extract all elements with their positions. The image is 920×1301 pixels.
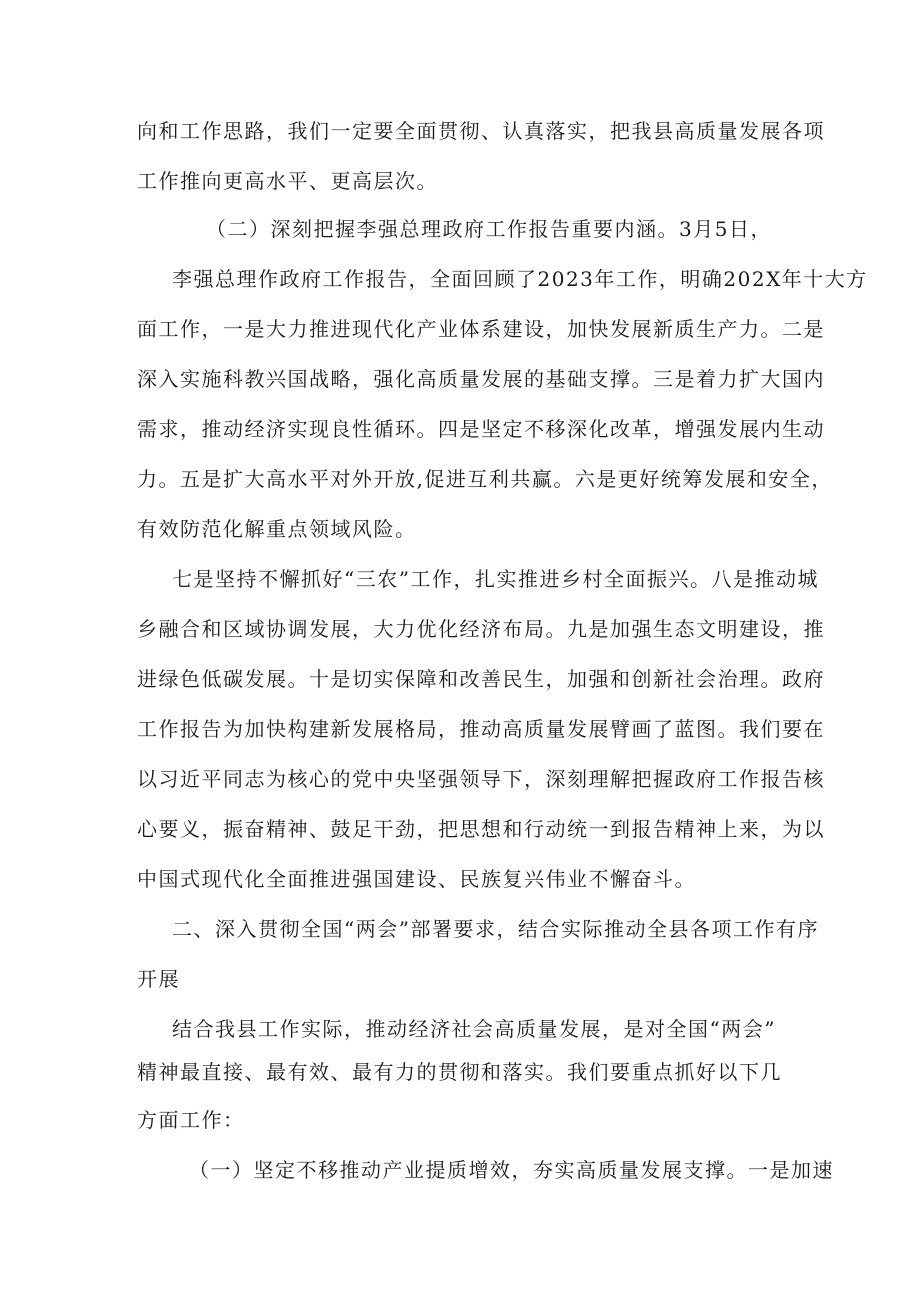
text-line: 方面工作： (137, 1108, 245, 1132)
section-heading: 二、深入贯彻全国“两会”部署要求，结合实际推动全县各项工作有序 (172, 917, 819, 941)
section-heading: 开展 (137, 967, 180, 991)
text-line: 有效防范化解重点领域风险。 (137, 517, 417, 541)
text-line: 向和工作思路，我们一定要全面贯彻、认真落实，把我县高质量发展各项 (137, 119, 825, 143)
text-line: 李强总理作政府工作报告，全面回顾了2023年工作，明确202X年十大方 (172, 267, 868, 291)
section-heading: （二）深刻把握李强总理政府工作报告重要内涵。3月5日， (206, 217, 772, 241)
text-line: 心要义，振奋精神、鼓足干劲，把思想和行动统一到报告精神上来，为以 (137, 817, 825, 841)
text-line: 力。五是扩大高水平对外开放,促进互利共赢。六是更好统筹发展和安全， (137, 467, 833, 491)
text-line: 精神最直接、最有效、最有力的贯彻和落实。我们要重点抓好以下几 (137, 1060, 782, 1084)
text-line: 深入实施科教兴国战略，强化高质量发展的基础支撑。三是着力扩大国内 (137, 367, 825, 391)
text-line: 需求，推动经济实现良性循环。四是坚定不移深化改革，增强发展内生动 (137, 417, 825, 441)
text-line: 进绿色低碳发展。十是切实保障和改善民生，加强和创新社会治理。政府 (137, 667, 825, 691)
text-line: 中国式现代化全面推进强国建设、民族复兴伟业不懈奋斗。 (137, 867, 696, 891)
text-line: 工作报告为加快构建新发展格局，推动高质量发展臂画了蓝图。我们要在 (137, 717, 825, 741)
text-line: 七是坚持不懈抓好“三农”工作，扎实推进乡村全面振兴。八是推动城 (172, 567, 819, 591)
section-heading: （一）坚定不移推动产业提质增效，夯实高质量发展支撑。一是加速 (189, 1158, 834, 1182)
text-line: 面工作，一是大力推进现代化产业体系建设，加快发展新质生产力。二是 (137, 317, 825, 341)
text-line: 以习近平同志为核心的党中央坚强领导下，深刻理解把握政府工作报告核 (137, 767, 825, 791)
text-line: 乡融合和区域协调发展，大力优化经济布局。九是加强生态文明建设，推 (137, 617, 825, 641)
text-line: 结合我县工作实际，推动经济社会高质量发展，是对全国“两会” (172, 1017, 776, 1041)
text-line: 工作推向更高水平、更高层次。 (137, 169, 438, 193)
